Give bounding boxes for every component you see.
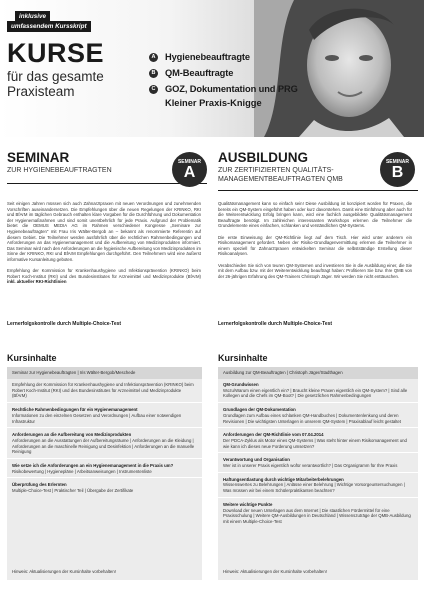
seminar-b-paragraph-3: Verabschieden Sie sich von teuren QM-Systemen und investieren Sie in die Ausbildung einer, die Sie mit dem Aufbau bzw. mit der Weiterentwicklung beauftragt haben: Profitieren Sie bzw. Ihre QMB von der 26-jährigen Erfahrung des QM-Trainers Christoph Jäger. Wir werden Sie nicht enttäuschen. [218, 262, 412, 279]
seminar-a-section-2-text: Informationen zu den einzelnen Gesetzen und Verordnungen | Aufbau einer notwendigen Infrastruktur [12, 412, 182, 424]
seminar-b-section-1-heading: QM-Grundwissen [223, 382, 259, 387]
seminar-a-paragraph-1: Seit einigen Jahren müssen sich auch Zahnarztpraxen mit neuen Verordnungen und zunehmenden Vorschriften auseinandersetzen. Die Empfehlungen über die neuen Regelungen der KRINKO, RKI und BfArM im täglichen Gebrauch enthalten klare Vorgaben für die Durchführung und Dokumentation der Hygienemaßnahmen und sind somit unentbehrlich für jede Praxis. Aufgrund der Problematik bietet die OEMUS MEDIA AG im Rahmen verschiedener Kongresse „Seminare zur Hygienebeauftragten" mit Frau Iris Wälter-Bergob an – bekannt als renommierte Referentin auf diesem Gebiet. Die Teilnehmer werden ausführlich über die rechtlichen Rahmenbedingungen und Anforderungen an das Hygienemanagement und die Aufbereitung von Medizinprodukten informiert. Das Seminar wird nach den Anforderungen an die hygienische Aufbereitung von Medizinprodukten im Sinne der KRINKO, RKI und BfArM Empfehlungen durchgeführt. Den Teilnehmern wird eine äußerst informative Kursanleitung geboten. [7, 201, 201, 262]
seminar-b-lernerfolg: Lernerfolgskontrolle durch Multiple-Choice-Test [218, 321, 333, 327]
divider [218, 452, 418, 453]
seminar-a-kursinhalte-lead: Seminar zur Hygienebeauftragten | Iris Wälter-Bergob/Meschede [7, 367, 202, 379]
topic-letter-b: B [149, 69, 158, 78]
badge-inklusive: inklusive [15, 11, 50, 22]
topic-item-c [149, 82, 298, 96]
hero-banner [0, 0, 424, 137]
seminar-b-badge-label: SEMINAR [385, 158, 410, 165]
seminar-a-badge-letter: A [183, 163, 196, 181]
seminar-a-divider [7, 183, 207, 184]
badge-kursskript: umfassendem Kursskript [7, 21, 91, 32]
seminar-a-section-3 [7, 429, 202, 457]
seminar-b-title: AUSBILDUNG [218, 150, 308, 165]
topic-label-c-cont: Kleiner Praxis-Knigge [165, 98, 262, 108]
seminar-b-kursinhalte-title: Kursinhalte [218, 353, 268, 363]
seminar-a-section-1-text: Empfehlung der Kommission für Krankenhaushygiene und Infektionsprävention (KRINKO) beim Robert Koch-Institut (RKI) und des Bundesinstitutes für Arzneimittel und Medizinprodukte (BfArM) [12, 382, 194, 399]
seminar-b-section-1 [218, 379, 418, 401]
topic-list [149, 50, 298, 110]
seminar-b-section-4-heading: Verantwortung und Organisation [223, 457, 290, 463]
seminar-a-paragraph-2-bold: inkl. aktueller RKI-Richtlinien [7, 279, 67, 285]
seminar-a-section-5-heading: Überprüfung des Erlernten [12, 482, 67, 488]
seminar-b-section-6-text: Download der neuen Unterlagen aus dem Internet | Die staatlichen Fördermittel für eine Praxisschulung | Weitere QM-Ausbildungen in Deutschland | Wissenszuträge der QMB-Ausbildung mit einem Multiple-Choice-Test [223, 507, 411, 524]
divider [218, 497, 418, 498]
seminar-a-description [7, 201, 201, 291]
seminar-b-section-3-heading: Anforderungen der QM-Richtlinie vom 07.04.2014 [223, 432, 324, 438]
seminar-b-section-1-text: Wozu/Warum einen eigentlich ein? | Braucht kleine Praxen eigentlich ein QM-System? | Sind alle Kollegen und die Chefs im QM-Boot? | Die gesetzlichen Rahmenbedingungen [223, 387, 408, 399]
seminar-a-section-2 [7, 404, 202, 426]
hero-title: KURSE [7, 38, 105, 68]
seminar-a-section-4 [7, 460, 202, 476]
seminar-b-section-2-text: Grundlagen zum Aufbau eines schlanken QM-Handbuches | Dokumentenlenkung und deren Revisionen | Die wichtigsten Unterlagen in unserem QM-System | Praxisablauf leicht gestaltet [223, 412, 402, 424]
topic-label-a: Hygienebeauftragte [165, 52, 250, 62]
seminar-a-hint: Hinweis: Aktualisierungen der Kursinhalte vorbehalten! [12, 569, 116, 574]
seminar-a-badge [172, 152, 207, 187]
topic-item-a [149, 50, 298, 64]
seminar-b-kursinhalte-lead: Ausbildung zur QM-Beauftragten | Christoph Jäger/Stadthagen [218, 367, 418, 379]
seminar-a-badge-label: SEMINAR [177, 158, 202, 165]
seminar-b-subtitle-line-2: MANAGEMENTBEAUFTRAGTEN QMB [218, 176, 343, 183]
seminar-b-section-2 [218, 404, 418, 426]
divider [7, 458, 202, 459]
seminar-b-badge-letter: B [391, 163, 404, 181]
seminar-a-section-4-text: Risikobewertung | Hygienepläne | Arbeitsanweisungen | Instrumentenliste [12, 468, 152, 474]
seminar-b-section-6-heading: Weitere wichtige Punkte [223, 501, 273, 507]
seminar-b-divider [218, 190, 418, 191]
seminar-b-section-5-text: Wissenswertes zu Belehrungen | Anlässe einer Belehrung | Wichtige Vorsorgeuntersuchungen | Was müssen wir bei einem Schülerpraktikanten beachten? [223, 482, 405, 494]
seminar-a-kursinhalte-box [7, 367, 202, 580]
seminar-b-description [218, 201, 412, 285]
seminar-b-paragraph-2: Die erste Einweisung der QM-Richtlinie liegt auf dem Tisch. Hier wird unter anderem ein Risikomanagement gefordert. Neben der Risiko-Grundlagenvermittlung erlernen die Teilnehmer in einem speziell für Zahnarztpraxen entwickelten Seminar die selbstständige Erstellung dieser Risikoanalysen. [218, 234, 412, 257]
hero-subtitle [7, 70, 104, 99]
seminar-a-section-3-heading: Anforderungen an die Aufbereitung von Medizinprodukten [12, 432, 132, 438]
seminar-a-header [7, 150, 112, 175]
seminar-a-kursinhalte-title: Kursinhalte [7, 353, 57, 363]
seminar-a-section-5-text: Multiple-Choice-Test | Praktischer Teil | Übergabe der Zertifikate [12, 488, 134, 494]
seminar-b-section-6 [218, 499, 418, 527]
seminar-b-section-4 [218, 454, 418, 470]
seminar-a-paragraph-2-text: Empfehlung der Kommission für Krankenhaushygiene und Infektionsprävention (KRINKO) beim Robert Koch-Institut (RKI) und des Bundesinstitutes für Arzneimittel und Medizinprodukte (BfArM) [7, 268, 201, 279]
seminar-b-section-4-text: Wer ist in unserer Praxis eigentlich wofür verantwortlich? | Das Organigramm für Ihre Praxis [223, 463, 398, 469]
seminar-b-subtitle [218, 166, 343, 184]
seminar-a-paragraph-2 [7, 268, 201, 285]
hero-subtitle-line-1: für das gesamte [7, 69, 104, 84]
hero-subtitle-line-2: Praxisteam [7, 83, 75, 99]
seminar-b-section-3-text: Der PDCA-Zyklus als Motor eines QM-Systems | Was steht hinter einem Risikomanagement und wie kann ich dieses neue Forderung umsetzen? [223, 437, 407, 449]
seminar-b-header [218, 150, 343, 184]
seminar-a-section-4-heading: Wie setze ich die Anforderungen an ein Hygienemanagement in die Praxis um? [12, 463, 174, 469]
seminar-b-kursinhalte-box [218, 367, 418, 580]
seminar-b-badge [380, 152, 415, 187]
topic-letter-a: A [149, 53, 158, 62]
seminar-b-hint: Hinweis: Aktualisierungen der Kursinhalte vorbehalten! [223, 569, 327, 574]
divider [218, 472, 418, 473]
seminar-a-subtitle: ZUR HYGIENEBEAUFTRAGTEN [7, 167, 112, 174]
divider [7, 477, 202, 478]
divider [7, 402, 202, 403]
seminar-b-section-5 [218, 474, 418, 496]
topic-label-b: QM-Beauftragte [165, 68, 234, 78]
seminar-b-section-3 [218, 429, 418, 451]
seminar-b-section-5-heading: Haftungsentlastung durch wichtige Mitarbeiterbelehrungen [223, 476, 344, 482]
topic-item-b [149, 66, 298, 80]
seminar-a-section-5 [7, 479, 202, 495]
topic-label-c: GOZ, Dokumentation und PRG [165, 84, 298, 94]
seminar-b-section-2-heading: Grundlagen der QM-Dokumentation [223, 407, 296, 413]
seminar-a-section-2-heading: Rechtliche Rahmenbedingungen für ein Hygienemanagement [12, 407, 138, 413]
divider [218, 402, 418, 403]
divider [218, 427, 418, 428]
seminar-a-lernerfolg: Lernerfolgskontrolle durch Multiple-Choice-Test [7, 321, 122, 327]
seminar-a-section-3-text: Anforderungen an die Ausstattungen der Aufbereitungsräume | Anforderungen an die Kleidung | Anforderungen an die maschinelle Reinigung und Desinfektion | Anforderungen an die manuelle Reinigung [12, 437, 195, 455]
divider [7, 427, 202, 428]
seminar-a-title: SEMINAR [7, 150, 70, 165]
seminar-a-section-1 [7, 379, 202, 401]
seminar-b-subtitle-line-1: ZUR ZERTIFIZIERTEN QUALITÄTS- [218, 167, 334, 174]
seminar-b-paragraph-1: Qualitätsmanagement kann so einfach sein! Diese Ausbildung ist konzipiert worden für Praxen, die bereits ein QM-System eingeführt haben oder kurz davorstehen. Damit eine Einführung aber auch für die Weiterentwicklung Erfolg bringen kann, wird eine fachlich ausgebildete Qualitätsmanagement Beauftragte benötigt. Im zahlreichen interessanten Workshops erlernen die Teilnehmer die Grundelemente eines einfachen, schlanken und verständlichen QM-Systems. [218, 201, 412, 229]
topic-letter-c: C [149, 85, 158, 94]
